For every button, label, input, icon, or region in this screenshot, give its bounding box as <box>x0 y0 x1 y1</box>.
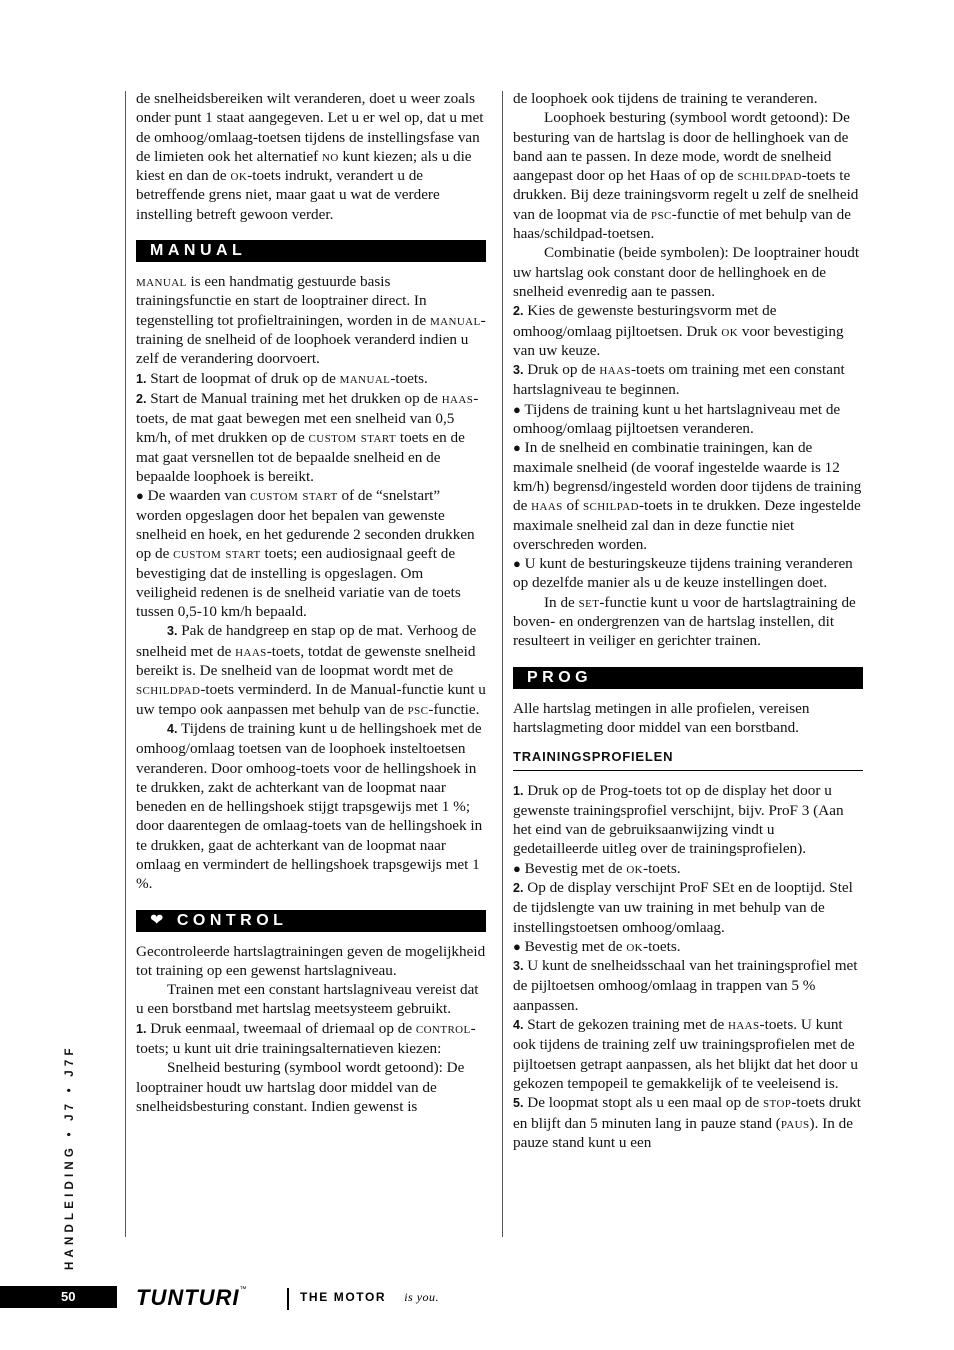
text-run: -toets; u kunt uit drie trainingsalternatieven kiezen: <box>136 1019 476 1058</box>
section-manual: MANUAL <box>136 240 486 262</box>
spacer <box>513 737 863 747</box>
text-run: kunt kiezen; als u die kiest en dan de <box>136 147 472 185</box>
key-label: paus <box>780 1114 810 1132</box>
paragraph <box>513 243 863 301</box>
paragraph <box>136 272 486 368</box>
paragraph <box>513 878 863 937</box>
paragraph <box>513 400 863 439</box>
step-number: 3. <box>167 624 178 639</box>
text-run: -training de snelheid of de loophoek veranderd indien u zelf de verandering doorvoert. <box>136 311 486 368</box>
text-run: de loophoek ook tijdens de training te veranderen. <box>513 90 818 107</box>
bullet-icon: ● <box>513 938 521 954</box>
key-label: haas <box>727 1016 760 1034</box>
text-run: Op de display verschijnt ProF SEt en de looptijd. Stel de tijdslengte van uw training in met behulp van de instellingstoetsen omhoog/omlaag. <box>513 878 853 936</box>
step-number: 1. <box>513 783 524 798</box>
paragraph <box>136 389 486 486</box>
key-label: psc <box>407 700 429 718</box>
page-number: 50 <box>0 1286 117 1308</box>
key-label: haas <box>441 389 474 407</box>
key-label: no <box>321 147 339 165</box>
text-run: Tijdens de training kunt u de hellingshoek met de omhoog/omlaag toetsen van de loophoek insteltoetsen veranderen. Door omhoog-toets voor de hellingshoek in te drukken, zakt de achterkant van de loopmat naar beneden en de hellingshoek stijgt trapsgewijs met 1 %; door daarentegen de omlaag-toets van de hellingshoek in te drukken, gaat de achterkant van de loopmat naar omlaag en vermindert de hellingshoek trapsgewijs met 1 %. <box>136 719 483 893</box>
text-run: -functie kunt u voor de hartslagtraining de boven- en ondergrenzen van de hartslag instellen, dit resulteert in veiliger en gerichter trainen. <box>513 593 856 650</box>
column-rule-middle <box>502 91 503 1237</box>
key-label: ok <box>626 937 644 955</box>
text-run: of de “snelstart” worden opgeslagen door het bepalen van gewenste snelheid en hoek, en het gedurende 2 seconden drukken op de <box>136 487 475 563</box>
bullet-icon: ● <box>513 860 521 876</box>
paragraph <box>513 360 863 400</box>
text-run: toets; een audiosignaal geeft de bevestiging dat de instelling is opgeslagen. Om veiligheid redenen is de snelheid variatie van de toets tussen 0,5-10 km/h bepaald. <box>136 545 461 621</box>
step-number: 2. <box>513 880 524 895</box>
step-number: 2. <box>513 304 524 319</box>
text-run: Bevestig met de <box>520 937 627 955</box>
text-run: De waarden van <box>143 487 251 505</box>
manual-sidebar-title: HANDLEIDING • J7 • J7F <box>64 1044 76 1270</box>
slogan-text: THE MOTOR <box>300 1290 387 1304</box>
paragraph <box>513 1015 863 1093</box>
spacer <box>136 224 486 240</box>
section-control: ❤ CONTROL <box>136 910 486 932</box>
brand-slogan <box>300 1290 439 1305</box>
text-run: Snelheid besturing (symbool wordt getoond): De looptrainer houdt uw hartslag door middel van de snelheidsbesturing constant. Indien gewenst is <box>136 1059 465 1115</box>
key-label: control <box>415 1019 471 1037</box>
text-run: voor bevestiging van uw keuze. <box>513 322 844 359</box>
text-run: Pak de handgreep en stap op de mat. Verhoog de snelheid met de <box>136 622 477 660</box>
text-run: -toets indrukt, verandert u de betreffende grens niet, maar gaat u wat de verdere instelling betreft gewoon verder. <box>136 167 440 223</box>
spacer <box>513 689 863 699</box>
text-run: -toets te drukken. Bij deze trainingsvorm regelt u zelf de snelheid van de loopmat via de <box>513 167 859 223</box>
paragraph <box>513 301 863 360</box>
text-run: -toets in te drukken. Deze ingestelde maximale snelheid zal dan in deze functie niet overschreden worden. <box>513 497 861 553</box>
paragraph <box>513 781 863 859</box>
text-run: -toets. <box>390 369 428 387</box>
paragraph <box>136 942 486 981</box>
key-label: ok <box>230 167 248 185</box>
key-label: manual <box>136 273 187 291</box>
column-rule-left <box>125 91 126 1237</box>
text-run: In de <box>544 593 579 611</box>
paragraph <box>136 486 486 621</box>
text-run: ). In de pauze stand kunt u een <box>513 1114 853 1151</box>
key-label: psc <box>650 205 672 223</box>
text-run: -toets verminderd. In de Manual-functie kunt u uw tempo ook aanpassen met behulp van de <box>136 681 486 718</box>
paragraph <box>513 89 863 108</box>
text-run: Bevestig met de <box>520 859 627 877</box>
step-number: 4. <box>167 721 178 736</box>
text-run: In de snelheid en combinatie trainingen, kan de maximale snelheid (de vooraf ingestelde waarde is 12 km/h) begrensd/ingesteld worden door tijdens de training de <box>513 439 862 515</box>
paragraph <box>513 1093 863 1152</box>
paragraph <box>513 859 863 878</box>
bullet-icon: ● <box>513 401 521 417</box>
text-run: -toets om training met een constant hartslagniveau te beginnen. <box>513 361 845 399</box>
text-run: is een handmatig gestuurde basis trainingsfunctie en start de looptrainer direct. In tegenstelling tot profieltrainingen, worden in de <box>136 273 430 329</box>
spacer <box>136 262 486 272</box>
key-label: ok <box>626 859 644 877</box>
paragraph <box>136 980 486 1019</box>
right-column <box>513 89 863 1152</box>
text-run: of <box>562 497 583 515</box>
text-run: Tijdens de training kunt u het hartslagniveau met de omhoog/omlaag pijltoetsen veranderen. <box>513 400 841 438</box>
spacer <box>513 771 863 781</box>
step-number: 3. <box>513 959 524 974</box>
paragraph <box>136 1058 486 1116</box>
paragraph <box>513 593 863 651</box>
bullet-icon: ● <box>513 556 521 572</box>
key-label: custom start <box>173 545 261 563</box>
paragraph <box>513 699 863 738</box>
text-run: -toets. U kunt ook tijdens de training zelf uw trainingsprofielen met de pijltoetsen getrapt aanpassen, als het blijkt dat het door u gekozen tempopeil te gemakkelijk of te veeleisend is. <box>513 1016 859 1092</box>
step-number: 4. <box>513 1018 524 1033</box>
text-run: toets en de mat gaat versnellen tot de bepaalde snelheid en de bepaalde loophoek is bereikt. <box>136 429 465 486</box>
text-run: U kunt de snelheidsschaal van het trainingsprofiel met de pijltoetsen omhoog/omlaag in trappen van 5 % aanpassen. <box>513 957 858 1014</box>
paragraph <box>136 1019 486 1059</box>
spacer <box>513 651 863 667</box>
text-run: -functie. <box>428 700 480 718</box>
key-label: haas <box>599 361 631 379</box>
key-label: manual <box>339 369 391 387</box>
key-label: custom start <box>308 429 397 447</box>
text-run: Gecontroleerde hartslagtrainingen geven de mogelijkheid tot training op een gewenst hartslagniveau. <box>136 942 486 979</box>
slogan-script: is you. <box>404 1290 440 1304</box>
text-run: Loophoek besturing (symbool wordt getoond): De besturing van de hartslag is door de hellinghoek van de band aan te passen. In deze mode, wordt de snelheid aangepast door op het Haas of op de <box>513 109 850 185</box>
paragraph <box>136 621 486 718</box>
step-number: 2. <box>136 391 147 406</box>
tunturi-logo <box>136 1286 247 1310</box>
subsection-trainingsprofielen: TRAININGSPROFIELEN <box>513 747 863 770</box>
text-run: de snelheidsbereiken wilt veranderen, doet u weer zoals onder punt 1 staat aangegeven. Let u er wel op, dat u met de omhoog/omlaag-toetsen tijdens de instellingsfase van de limieten ook het alternatief <box>136 90 484 165</box>
text-run: Druk op de Prog-toets tot op de display het door u gewenste trainingsprofiel verschijnt, bijv. ProF 3 (Aan het eind van de gebruiksaanwijzing vindt u gedetailleerde uitleg over de trainingsprofielen). <box>513 781 844 858</box>
text-run: Kies de gewenste besturingsvorm met de omhoog/omlaag pijltoetsen. Druk <box>513 302 777 340</box>
paragraph <box>513 937 863 956</box>
paragraph <box>136 719 486 894</box>
text-run: Start de loopmat of druk op de <box>146 369 340 387</box>
paragraph <box>513 108 863 243</box>
step-number: 3. <box>513 363 524 378</box>
paragraph <box>513 438 863 554</box>
bullet-icon: ● <box>136 488 144 504</box>
text-run: U kunt de besturingskeuze tijdens training veranderen op dezelfde manier als u de keuze instellingen doet. <box>513 555 853 592</box>
paragraph <box>513 554 863 593</box>
spacer <box>136 932 486 942</box>
key-label: schildpad <box>136 681 201 699</box>
key-label: ok <box>721 322 739 340</box>
text-run: -functie of met behulp van de haas/schildpad-toetsen. <box>513 205 851 243</box>
key-label: manual <box>429 311 481 329</box>
key-label: schildpad <box>737 167 802 185</box>
bullet-icon: ● <box>513 440 521 456</box>
key-label: haas <box>235 642 267 660</box>
trademark-mark: ™ <box>239 1286 247 1293</box>
paragraph <box>136 89 486 224</box>
key-label: haas <box>531 497 563 515</box>
logo-separator <box>287 1288 289 1310</box>
key-label: schilpad <box>582 497 639 515</box>
text-run: -toets, totdat de gewenste snelheid bereikt is. De snelheid van de loopmat wordt met de <box>136 642 476 680</box>
spacer <box>136 894 486 910</box>
step-number: 1. <box>136 1021 147 1036</box>
text-run: -toets. <box>643 859 681 877</box>
text-run: -toets. <box>643 937 681 955</box>
step-number: 5. <box>513 1096 524 1111</box>
key-label: set <box>578 593 600 611</box>
text-run: Combinatie (beide symbolen): De looptrainer houdt uw hartslag ook constant door de hellinghoek en de snelheid evenredig aan te passen. <box>513 244 860 300</box>
text-run: De loopmat stopt als u een maal op de <box>523 1094 764 1112</box>
text-run: Druk op de <box>523 361 600 379</box>
text-run: Trainen met een constant hartslagniveau vereist dat u een borstband met hartslag meetsysteem gebruikt. <box>136 981 479 1018</box>
paragraph <box>513 956 863 1015</box>
text-run: Start de gekozen training met de <box>523 1016 728 1034</box>
text-run: -toets drukt en blijft dan 5 minuten lang in pauze stand ( <box>513 1094 861 1132</box>
paragraph <box>136 369 486 389</box>
left-column <box>136 89 486 1116</box>
text-run: -toets, de mat gaat bewegen met een snelheid van 0,5 km/h, of met drukken op de <box>136 389 479 447</box>
step-number: 1. <box>136 371 147 386</box>
text-run: Start de Manual training met het drukken op de <box>146 389 442 407</box>
key-label: custom start <box>250 487 338 505</box>
brand-wordmark: TUNTURI <box>136 1285 240 1310</box>
text-run: Alle hartslag metingen in alle profielen, vereisen hartslagmeting door middel van een borstband. <box>513 699 810 736</box>
text-run: Druk eenmaal, tweemaal of driemaal op de <box>146 1019 416 1037</box>
section-prog: PROG <box>513 667 863 689</box>
key-label: stop <box>763 1094 792 1112</box>
